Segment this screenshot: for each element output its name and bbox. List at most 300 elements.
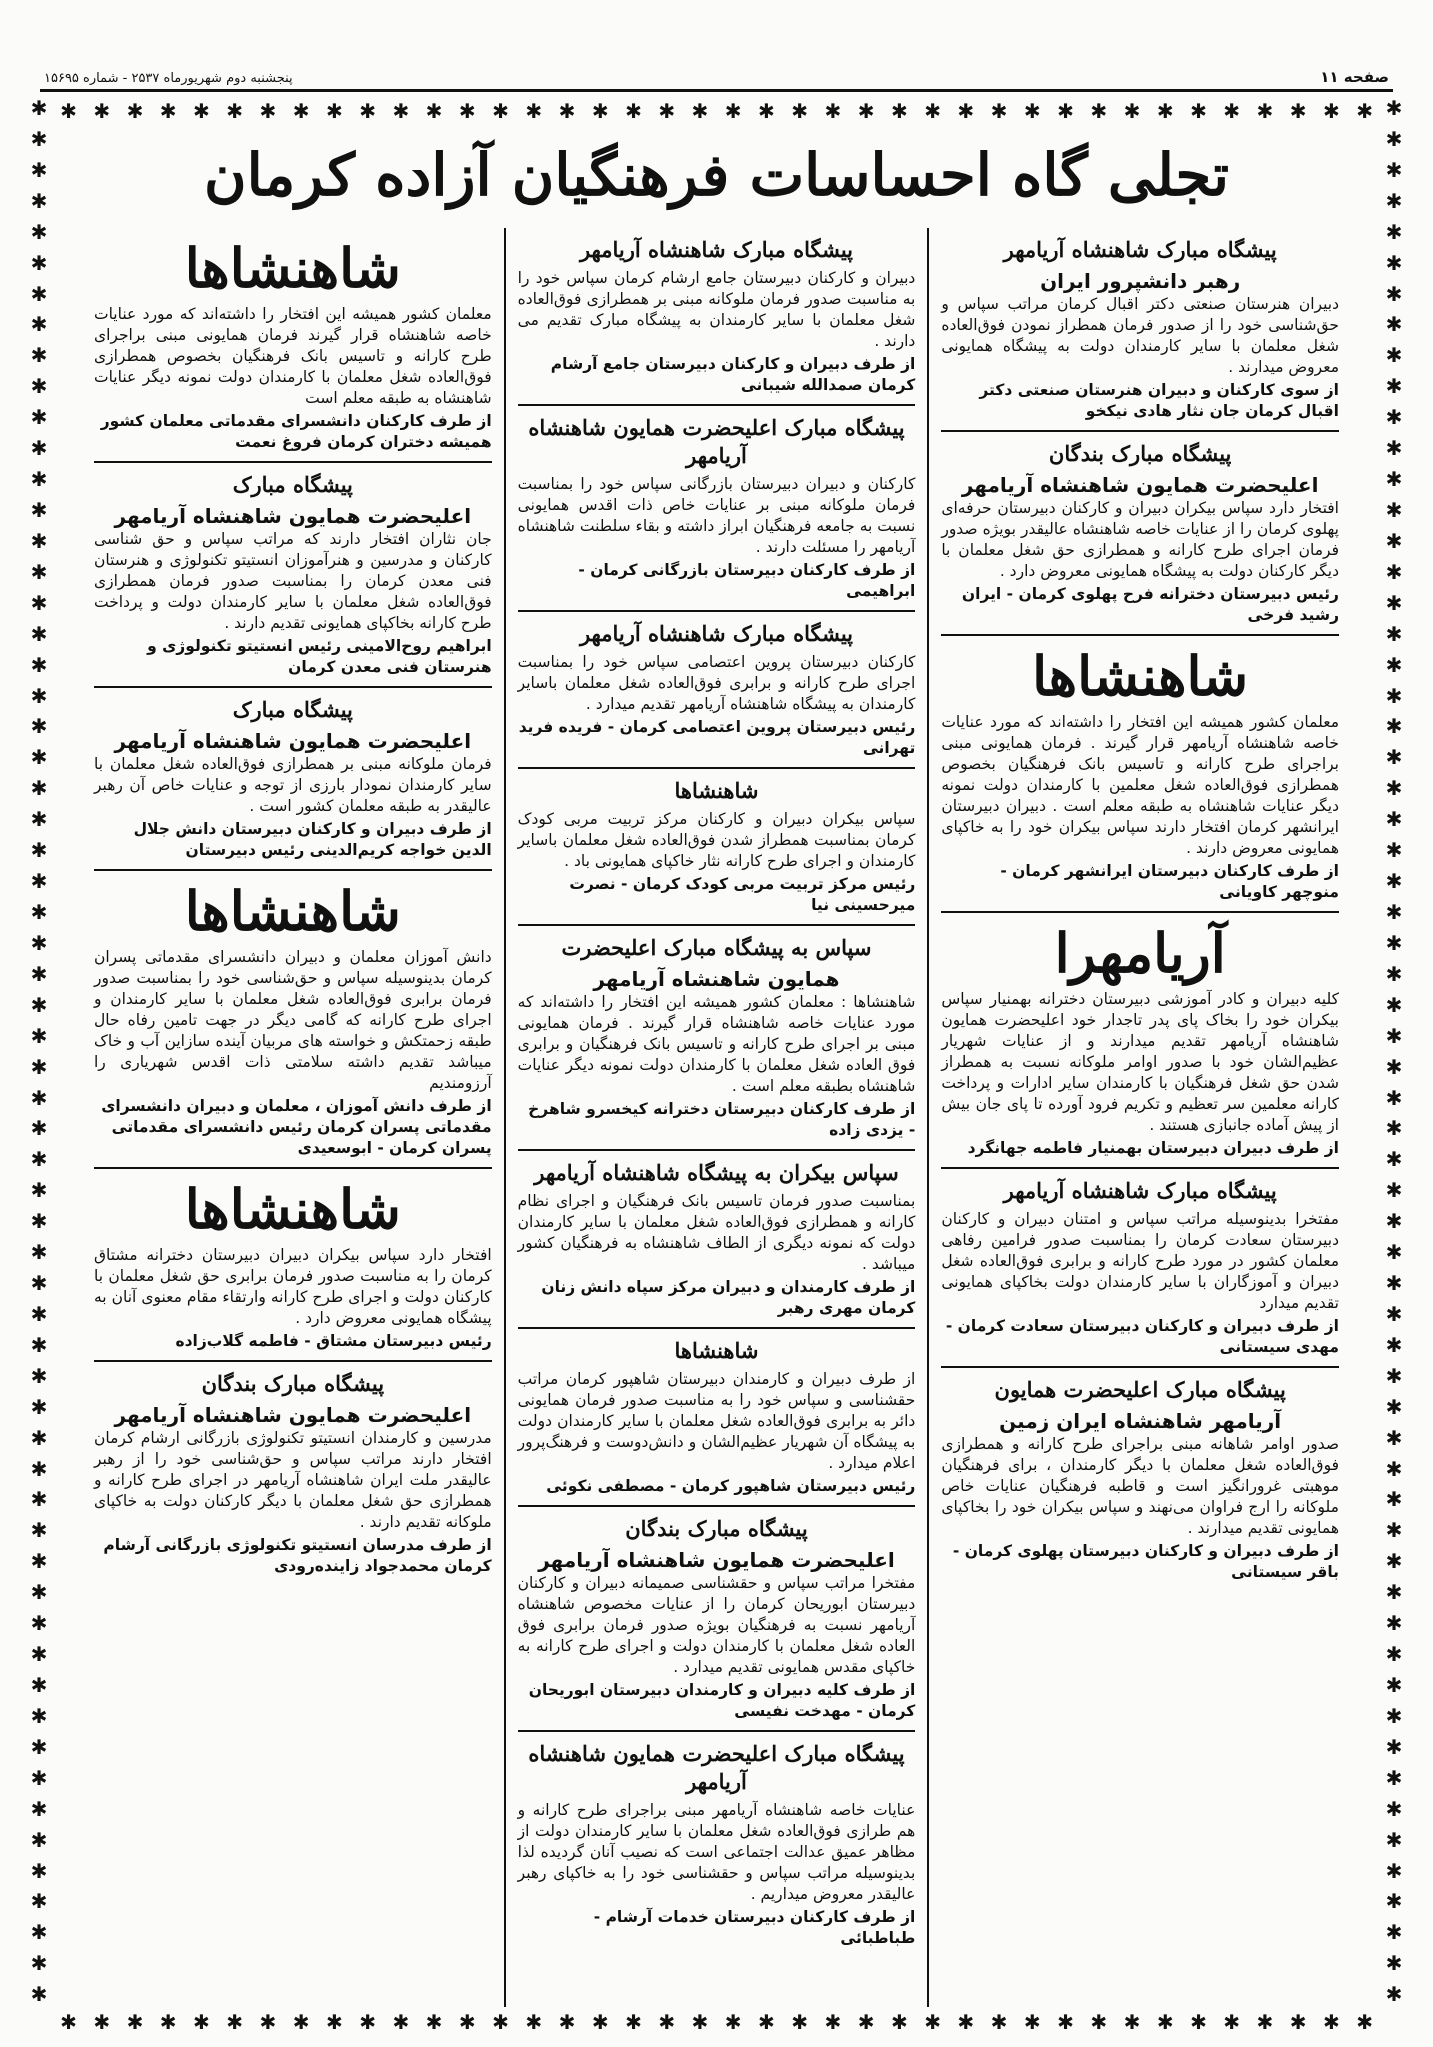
notice-signature: از طرف کارکنان دانشسرای مقدماتی معلمان کشور همیشه دختران کرمان فروغ نعمت <box>100 412 492 451</box>
border-ornament-icon: ✱ <box>30 1734 48 1759</box>
border-ornament-icon: ✱ <box>1385 1394 1403 1419</box>
notice-subtitle: اعلیحضرت همایون شاهنشاه آریامهر <box>114 1403 472 1427</box>
border-ornament-icon: ✱ <box>226 2010 244 2034</box>
border-ornament-icon: ✱ <box>1385 1642 1403 1667</box>
border-ornament-icon: ✱ <box>1385 1271 1403 1296</box>
news-column <box>82 228 504 2007</box>
news-column <box>927 228 1351 2007</box>
notice-title: پیشگاه مبارک <box>232 697 353 722</box>
border-ornament-icon: ✱ <box>30 436 48 461</box>
notice-body: دبیران و کارکنان دبیرستان جامع ارشام کرمان سپاس خود را به مناسبت صدور فرمان ملوکانه مبنی بر همطرازی فوق‌العاده شغل معلمان با سایر کارمندان به پیشگاه مبارک تقدیم می دارند . <box>517 269 916 350</box>
border-ornament-icon: ✱ <box>1385 1487 1403 1512</box>
border-ornament-icon: ✱ <box>1385 992 1403 1017</box>
notice-signature: از طرف کارکنان دبیرستان خدمات آرشام - طباطبائی <box>593 1908 916 1947</box>
border-ornament-icon: ✱ <box>1385 1054 1403 1079</box>
notice-signature: از طرف دبیران دبیرستان بهمنیار فاطمه جهانگرد <box>967 1139 1339 1157</box>
notice-subtitle: اعلیحضرت همایون شاهنشاه آریامهر <box>114 729 472 753</box>
border-ornament-icon: ✱ <box>857 2010 875 2034</box>
notice-signature: از طرف دبیران و کارکنان دبیرستان پهلوی کرمان - باقر سیستانی <box>952 1542 1339 1581</box>
border-ornament-icon: ✱ <box>1123 99 1141 123</box>
article-columns <box>82 228 1351 2007</box>
border-ornament-icon: ✱ <box>30 838 48 863</box>
notice-signature: رئیس دبیرستان مشتاق - فاطمه گلاب‌زاده <box>175 1332 492 1350</box>
issue-date: پنجشنبه دوم شهریورماه ۲۵۳۷ - شماره ۱۵۶۹۵ <box>44 71 293 86</box>
border-ornament-icon: ✱ <box>1356 2010 1373 2034</box>
border-ornament-icon: ✱ <box>1385 745 1403 770</box>
border-ornament-icon: ✱ <box>30 1920 48 1945</box>
border-ornament-icon: ✱ <box>1385 1085 1403 1110</box>
congratulation-notice <box>518 769 916 926</box>
notice-subtitle: اعلیحضرت همایون شاهنشاه آریامهر <box>961 473 1319 497</box>
border-ornament-icon: ✱ <box>724 99 742 123</box>
border-ornament-icon: ✱ <box>1289 99 1307 123</box>
notice-title: شاهنشاها <box>184 1177 401 1241</box>
congratulation-notice <box>941 432 1339 636</box>
notice-body: مدرسین و کارمندان انستیتو تکنولوژی بازرگانی ارشام کرمان افتخار دارند مراتب سپاس و حق‌شناسی خود را از رهبر عالیقدر ملت ایران شاهنشاه آریامهر در اجرای طرح کارانه و همطرازی حق شغل معلمان با دیگر کارکنان دولت به خاکپای ملوکانه تقدیم دارند . <box>93 1429 492 1531</box>
border-ornament-icon: ✱ <box>1090 99 1108 123</box>
border-ornament-icon: ✱ <box>1323 99 1340 123</box>
border-ornament-icon: ✱ <box>1385 219 1403 244</box>
notice-title: سپاس به پیشگاه مبارک اعلیحضرت <box>561 935 872 960</box>
border-ornament-icon: ✱ <box>1385 961 1403 986</box>
border-ornament-icon: ✱ <box>1385 1734 1403 1759</box>
notice-title: پیشگاه مبارک <box>232 472 353 497</box>
notice-subtitle: اعلیحضرت همایون شاهنشاه آریامهر <box>114 504 472 528</box>
border-ornament-icon: ✱ <box>1123 2010 1141 2034</box>
border-ornament-icon: ✱ <box>1385 188 1403 213</box>
border-ornament-icon: ✱ <box>990 99 1008 123</box>
notice-title: پیشگاه مبارک بندگان <box>1048 441 1232 466</box>
notice-title: پیشگاه مبارک بندگان <box>201 1371 385 1396</box>
decorative-border-top <box>60 96 1373 126</box>
border-ornament-icon: ✱ <box>1385 1363 1403 1388</box>
border-ornament-icon: ✱ <box>1256 2010 1274 2034</box>
border-ornament-icon: ✱ <box>1385 497 1403 522</box>
notice-body: مفتخرا بدینوسیله مراتب سپاس و امتنان دبیران و کارکنان دبیرستان سعادت کرمان را بمناسبت صدور فرامین رفاهی معلمان کشور در مورد طرح کارانه و برابری فوق‌العاده شغل دبیران و آموزگاران با سایر کارمندان دولت بخاکپای همایونی تقدیم میدارد <box>941 1210 1339 1312</box>
border-ornament-icon: ✱ <box>625 2010 642 2034</box>
page-header <box>40 60 1393 92</box>
notice-signature: از سوی کارکنان و دبیران هنرستان صنعتی دکتر اقبال کرمان جان نثار هادی نیکخو <box>979 381 1339 420</box>
border-ornament-icon: ✱ <box>1385 528 1403 553</box>
border-ornament-icon: ✱ <box>30 1456 48 1481</box>
border-ornament-icon: ✱ <box>458 99 476 123</box>
border-ornament-icon: ✱ <box>30 714 48 739</box>
border-ornament-icon: ✱ <box>60 99 77 123</box>
border-ornament-icon: ✱ <box>1156 2010 1174 2034</box>
notice-title: پیشگاه مبارک شاهنشاه آریامهر <box>1003 1178 1277 1203</box>
border-ornament-icon: ✱ <box>758 99 775 123</box>
border-ornament-icon: ✱ <box>30 96 48 120</box>
border-ornament-icon: ✱ <box>30 590 48 615</box>
decorative-border-left <box>22 96 56 2007</box>
border-ornament-icon: ✱ <box>1256 99 1274 123</box>
border-ornament-icon: ✱ <box>1385 1920 1403 1945</box>
border-ornament-icon: ✱ <box>30 1332 48 1357</box>
border-ornament-icon: ✱ <box>1385 1796 1403 1821</box>
border-ornament-icon: ✱ <box>1385 157 1403 182</box>
border-ornament-icon: ✱ <box>30 250 48 275</box>
border-ornament-icon: ✱ <box>30 528 48 553</box>
border-ornament-icon: ✱ <box>1385 621 1403 646</box>
border-ornament-icon: ✱ <box>30 1271 48 1296</box>
notice-body: عنایات خاصه شاهنشاه آریامهر مبنی براجرای طرح کارانه و هم طرازی فوق‌العاده شغل معلمان با سایر کارمندان دولت از مظاهر عمیق عدالت اجتماعی است که نصیب آنان گردیده لذا بدینوسیله مراتب سپاس و حقشناسی خود را به خاکپای رهبر عالیقدر معروض میداریم . <box>517 1801 916 1903</box>
notice-body: افتخار دارد سپاس بیکران دبیران دبیرستان دخترانه مشتاق کرمان را به مناسبت صدور فرمان برابری حق شغل معلمان با کارکنان دولت و اجرای طرح کارانه وارتقاء مقام معنوی آنان به پیشگاه همایونی معروض دارد . <box>93 1246 492 1327</box>
border-ornament-icon: ✱ <box>30 312 48 337</box>
congratulation-notice <box>94 1169 492 1362</box>
border-ornament-icon: ✱ <box>193 2010 210 2034</box>
notice-body: دانش آموزان معلمان و دبیران دانشسرای مقدماتی پسران کرمان بدینوسیله سپاس و حق‌شناسی خود را بمناسبت صدور فرمان برابری فوق‌العاده شغل معلمان با سایر کارمندان و اجرای طرح کارانه که گامی دیگر در جهت تامین رفاه حال طبقه زحمتکش و خواسته های مربیان آینده سازاین آب و خاک میباشد تقدیم داشته سلامتی ذات اقدس شهریاری را آرزومندیم <box>93 948 492 1092</box>
border-ornament-icon: ✱ <box>30 1765 48 1790</box>
border-ornament-icon: ✱ <box>30 1642 48 1667</box>
notice-signature: ابراهیم روح‌الامینی رئیس انستیتو تکنولوژی و هنرستان فنی معدن کرمان <box>147 637 492 676</box>
border-ornament-icon: ✱ <box>1385 776 1403 801</box>
border-ornament-icon: ✱ <box>425 2010 443 2034</box>
border-ornament-icon: ✱ <box>458 2010 476 2034</box>
border-ornament-icon: ✱ <box>30 807 48 832</box>
border-ornament-icon: ✱ <box>425 99 443 123</box>
border-ornament-icon: ✱ <box>1385 714 1403 739</box>
notice-subtitle: همایون شاهنشاه آریامهر <box>593 967 840 991</box>
border-ornament-icon: ✱ <box>30 899 48 924</box>
border-ornament-icon: ✱ <box>1385 1240 1403 1265</box>
congratulation-notice <box>941 1368 1339 1591</box>
notice-title: شاهنشاها <box>184 879 401 943</box>
border-ornament-icon: ✱ <box>1385 343 1403 368</box>
border-ornament-icon: ✱ <box>30 374 48 399</box>
border-ornament-icon: ✱ <box>193 99 210 123</box>
border-ornament-icon: ✱ <box>824 2010 842 2034</box>
decorative-border-bottom <box>60 2007 1373 2037</box>
border-ornament-icon: ✱ <box>492 2010 509 2034</box>
border-ornament-icon: ✱ <box>1156 99 1174 123</box>
notice-title: آریامهرا <box>1054 921 1226 985</box>
border-ornament-icon: ✱ <box>292 99 310 123</box>
border-ornament-icon: ✱ <box>957 99 975 123</box>
border-ornament-icon: ✱ <box>1057 2010 1074 2034</box>
border-ornament-icon: ✱ <box>1356 99 1373 123</box>
border-ornament-icon: ✱ <box>492 99 509 123</box>
border-ornament-icon: ✱ <box>159 2010 177 2034</box>
border-ornament-icon: ✱ <box>990 2010 1008 2034</box>
notice-signature: از طرف کلیه دبیران و کارمندان دبیرستان ابوریحان کرمان - مهدخت نفیسی <box>528 1681 916 1720</box>
border-ornament-icon: ✱ <box>1385 1580 1403 1605</box>
border-ornament-icon: ✱ <box>30 1085 48 1110</box>
border-ornament-icon: ✱ <box>1223 99 1241 123</box>
border-ornament-icon: ✱ <box>591 2010 609 2034</box>
border-ornament-icon: ✱ <box>392 99 410 123</box>
border-ornament-icon: ✱ <box>30 1951 48 1976</box>
border-ornament-icon: ✱ <box>30 1023 48 1048</box>
border-ornament-icon: ✱ <box>30 1209 48 1234</box>
notice-body: صدور اوامر شاهانه مبنی براجرای طرح کارانه و همطرازی فوق‌العاده شغل معلمان با دیگر کارمندان ، برای فرهنگیان موهبتی غرورانگیز است و قاطبه فرهنگیان عنایات خاص ملوکانه را ارج فراوان می‌نهند و سپاس بیکران خود را بخاکپای همایونی تقدیم میدارند . <box>941 1435 1339 1537</box>
border-ornament-icon: ✱ <box>30 776 48 801</box>
border-ornament-icon: ✱ <box>525 99 543 123</box>
notice-body: سپاس بیکران دبیران و کارکنان مرکز تربیت مربی کودک کرمان بمناسبت همطراز شدن فوق‌العاده شغل معلمان باسایر کارمندان و اجرای طرح کارانه نثار خاکپای همایونی باد . <box>517 810 916 870</box>
notice-title: سپاس بیکران به پیشگاه شاهنشاه آریامهر <box>534 1160 899 1185</box>
border-ornament-icon: ✱ <box>558 99 576 123</box>
border-ornament-icon: ✱ <box>30 405 48 430</box>
border-ornament-icon: ✱ <box>30 281 48 306</box>
border-ornament-icon: ✱ <box>1323 2010 1340 2034</box>
border-ornament-icon: ✱ <box>525 2010 543 2034</box>
border-ornament-icon: ✱ <box>1385 1673 1403 1698</box>
border-ornament-icon: ✱ <box>1385 1518 1403 1543</box>
border-ornament-icon: ✱ <box>1385 467 1403 492</box>
notice-signature: رئیس دبیرستان پروین اعتصامی کرمان - فریده فرید تهرانی <box>518 718 916 757</box>
border-ornament-icon: ✱ <box>1385 838 1403 863</box>
border-ornament-icon: ✱ <box>30 1858 48 1883</box>
border-ornament-icon: ✱ <box>1385 1765 1403 1790</box>
border-ornament-icon: ✱ <box>658 99 676 123</box>
border-ornament-icon: ✱ <box>392 2010 410 2034</box>
border-ornament-icon: ✱ <box>1023 99 1041 123</box>
congratulation-notice <box>941 636 1339 913</box>
border-ornament-icon: ✱ <box>1385 1301 1403 1326</box>
border-ornament-icon: ✱ <box>30 1240 48 1265</box>
notice-title: پیشگاه مبارک اعلیحضرت همایون شاهنشاه آریامهر <box>528 1741 905 1794</box>
border-ornament-icon: ✱ <box>30 1178 48 1203</box>
border-ornament-icon: ✱ <box>30 1394 48 1419</box>
border-ornament-icon: ✱ <box>1057 99 1074 123</box>
notice-body: معلمان کشور همیشه این افتخار را داشته‌اند که مورد عنایات خاصه شاهنشاه آریامهر قرار گیرند . فرمان همایونی مبنی براجرای طرح کارانه و تاسیس بانک فرهنگیان بخصوص همطرازی فوق‌العاده شغل معلمین با کارمندان دولت نمونه دیگر عنایات شاهنشاه به طبقه معلم است . دبیران دبیرستان ایرانشهر کرمان افتخار دارند سپاس بیکران خود را به خاکپای همایونی معروض دارند . <box>941 713 1339 857</box>
congratulation-notice <box>518 1151 916 1329</box>
border-ornament-icon: ✱ <box>691 99 709 123</box>
border-ornament-icon: ✱ <box>1385 869 1403 894</box>
border-ornament-icon: ✱ <box>159 99 177 123</box>
border-ornament-icon: ✱ <box>60 2010 77 2034</box>
border-ornament-icon: ✱ <box>1385 1425 1403 1450</box>
border-ornament-icon: ✱ <box>30 621 48 646</box>
notice-body: از طرف دبیران و کارمندان دبیرستان شاهپور کرمان مراتب حقشناسی و سپاس خود را به مناسبت صدور فرمان همایونی دائر به برابری فوق‌العاده شغل معلمان با سایر کارمندان دولت به پیشگاه آن شهریار عظیم‌الشان و دانش‌دوست و فرهنگ‌پرور اعلام میدارد . <box>517 1370 916 1472</box>
border-ornament-icon: ✱ <box>30 188 48 213</box>
congratulation-notice <box>518 406 916 612</box>
border-ornament-icon: ✱ <box>93 2010 111 2034</box>
border-ornament-icon: ✱ <box>1385 1951 1403 1976</box>
border-ornament-icon: ✱ <box>30 961 48 986</box>
congratulation-notice <box>518 1732 916 1957</box>
border-ornament-icon: ✱ <box>1385 1611 1403 1636</box>
border-ornament-icon: ✱ <box>1385 899 1403 924</box>
notice-body: شاهنشاها : معلمان کشور همیشه این افتخار را داشته‌اند که مورد عنایات خاصه شاهنشاه قرار گیرند . فرمان همایونی مبنی بر اجرای طرح کارانه و تاسیس بانک فرهنگیان و برابری فوق العاده شغل معلمان با کارمندان دولت نمونه دیگر عنایات شاهنشاه بطبقه معلم است . <box>517 993 916 1095</box>
border-ornament-icon: ✱ <box>1385 1858 1403 1883</box>
border-ornament-icon: ✱ <box>259 2010 277 2034</box>
notice-title: شاهنشاها <box>674 778 759 803</box>
border-ornament-icon: ✱ <box>1385 1889 1403 1914</box>
notice-title: پیشگاه مبارک شاهنشاه آریامهر <box>579 237 854 262</box>
border-ornament-icon: ✱ <box>325 99 343 123</box>
border-ornament-icon: ✱ <box>30 1580 48 1605</box>
notice-body: افتخار دارد سپاس بیکران دبیران و کارکنان دبیرستان حرفه‌ای پهلوی کرمان را از عنایات خاصه شاهنشاه عالیقدر بویژه صدور فرمان اجرای طرح کارانه و همطرازی حق شغل معلمان با دیگر کارکنان دولت به پیشگاه همایونی معروض دارد . <box>941 499 1339 580</box>
congratulation-notice <box>94 228 492 463</box>
border-ornament-icon: ✱ <box>30 1827 48 1852</box>
border-ornament-icon: ✱ <box>1289 2010 1307 2034</box>
border-ornament-icon: ✱ <box>30 219 48 244</box>
border-ornament-icon: ✱ <box>890 2010 908 2034</box>
notice-subtitle: رهبر دانشپرور ایران <box>1040 269 1241 293</box>
border-ornament-icon: ✱ <box>1385 1332 1403 1357</box>
notice-signature: رئیس دبیرستان شاهپور کرمان - مصطفی نکوئی <box>546 1477 916 1495</box>
border-ornament-icon: ✱ <box>30 1673 48 1698</box>
notice-title: پیشگاه مبارک اعلیحضرت همایون <box>994 1377 1286 1402</box>
border-ornament-icon: ✱ <box>30 1549 48 1574</box>
border-ornament-icon: ✱ <box>857 99 875 123</box>
border-ornament-icon: ✱ <box>30 343 48 368</box>
border-ornament-icon: ✱ <box>30 1611 48 1636</box>
page-number: صفحه ۱۱ <box>1320 68 1389 86</box>
border-ornament-icon: ✱ <box>30 1301 48 1326</box>
notice-subtitle: اعلیحضرت همایون شاهنشاه آریامهر <box>538 1548 895 1572</box>
notice-body: بمناسبت صدور فرمان تاسیس بانک فرهنگیان و اجرای نظام کارانه و همطرازی فوق‌العاده شغل معلمان با سایر کارمندان دولت که نمونه دیگری از الطاف شاهنشاه به فرهنگیان کشور میباشد . <box>517 1192 916 1273</box>
border-ornament-icon: ✱ <box>1385 374 1403 399</box>
border-ornament-icon: ✱ <box>1190 99 1207 123</box>
border-ornament-icon: ✱ <box>1385 281 1403 306</box>
border-ornament-icon: ✱ <box>126 2010 144 2034</box>
border-ornament-icon: ✱ <box>758 2010 775 2034</box>
notice-signature: از طرف دبیران و کارکنان دبیرستان سعادت کرمان - مهدی سیستانی <box>945 1317 1339 1356</box>
border-ornament-icon: ✱ <box>924 2010 941 2034</box>
page-banner-headline: تجلی گاه احساسات فرهنگیان آزاده کرمان <box>203 141 1230 209</box>
border-ornament-icon: ✱ <box>1385 250 1403 275</box>
notice-body: دبیران هنرستان صنعتی دکتر اقبال کرمان مراتب سپاس و حق‌شناسی خود را از صدور فرمان همطراز نمودن فوق‌العاده شغل معلمان با سایر کارمندان دولت به پیشگاه همایونی معروض میدارند . <box>941 295 1339 376</box>
border-ornament-icon: ✱ <box>292 2010 310 2034</box>
notice-signature: از طرف کارمندان و دبیران مرکز سپاه دانش زنان کرمان مهری رهبر <box>541 1278 916 1317</box>
border-ornament-icon: ✱ <box>1385 1116 1403 1141</box>
border-ornament-icon: ✱ <box>30 1147 48 1172</box>
congratulation-notice <box>518 612 916 769</box>
notice-title: شاهنشاها <box>184 236 401 300</box>
border-ornament-icon: ✱ <box>1190 2010 1207 2034</box>
border-ornament-icon: ✱ <box>1385 405 1403 430</box>
border-ornament-icon: ✱ <box>325 2010 343 2034</box>
notice-signature: از طرف مدرسان انستیتو تکنولوژی بازرگانی آرشام کرمان محمدجواد زاینده‌رودی <box>103 1536 492 1575</box>
border-ornament-icon: ✱ <box>30 1982 48 2007</box>
border-ornament-icon: ✱ <box>1385 807 1403 832</box>
border-ornament-icon: ✱ <box>1385 96 1403 120</box>
notice-title: شاهنشاها <box>1032 644 1249 708</box>
notice-title: پیشگاه مبارک شاهنشاه آریامهر <box>579 621 854 646</box>
border-ornament-icon: ✱ <box>30 126 48 151</box>
border-ornament-icon: ✱ <box>30 157 48 182</box>
notice-body: جان نثاران افتخار دارند که مراتب سپاس و حق شناسی کارکنان و مدرسین و هنرآموزان انستیتو تکنولوژی و هنرستان فنی معدن کرمان را بمناسبت صدور فرمان همطرازی فوق‌العاده شغل معلمان با سایر کارمندان دولت و پرداخت طرح کارانه بخاکپای همایونی تقدیم دارند . <box>93 530 492 632</box>
border-ornament-icon: ✱ <box>259 99 277 123</box>
border-ornament-icon: ✱ <box>1385 126 1403 151</box>
border-ornament-icon: ✱ <box>791 2010 809 2034</box>
border-ornament-icon: ✱ <box>791 99 809 123</box>
border-ornament-icon: ✱ <box>1385 312 1403 337</box>
notice-body: کارکنان دبیرستان پروین اعتصامی سپاس خود را بمناسبت اجرای طرح کارانه و برابری فوق‌العاده شغل معلمان باسایر کارمندان به پیشگاه شاهنشاه آریامهر تقدیم میدارد . <box>517 653 916 713</box>
notice-signature: از طرف دبیران و کارکنان دبیرستان دانش جلال الدین خواجه کریم‌الدینی رئیس دبیرستان <box>133 820 492 859</box>
notice-body: کلیه دبیران و کادر آموزشی دبیرستان دخترانه بهمنیار سپاس بیکران خود را بخاک پای پدر تاجدار خود اعلیحضرت همایون شاهنشاه آریامهر تقدیم میدارند و از عنایات شهریار عظیم‌الشان خود با صدور اوامر ملوکانه نسبت به همطراز شدن حق شغل فرهنگیان با کارمندان سایر ادارات و پرداخت کارانه معلمین سر تعظیم و تکریم فرود آورده تا پای جان بیش از پیش آماده جانبازی هستند . <box>941 990 1339 1134</box>
border-ornament-icon: ✱ <box>1223 2010 1241 2034</box>
congratulation-notice <box>941 1169 1339 1368</box>
border-ornament-icon: ✱ <box>1385 1147 1403 1172</box>
border-ornament-icon: ✱ <box>30 1703 48 1728</box>
border-ornament-icon: ✱ <box>30 992 48 1017</box>
border-ornament-icon: ✱ <box>30 683 48 708</box>
congratulation-notice <box>94 463 492 688</box>
notice-body: مفتخرا مراتب سپاس و حقشناسی صمیمانه دبیران و کارکنان دبیرستان ابوریحان کرمان را از عنایات مخصوص شاهنشاه آریامهر نسبت به فرهنگیان بویژه صدور فرمان برابری فوق العاده شغل معلمان با کارمندان دولت و اجرای طرح کارانه به خاکپای مقدس همایونی تقدیم میدارد . <box>517 1574 916 1676</box>
border-ornament-icon: ✱ <box>1023 2010 1041 2034</box>
notice-title: پیشگاه مبارک اعلیحضرت همایون شاهنشاه آریامهر <box>528 415 905 468</box>
congratulation-notice <box>941 913 1339 1169</box>
border-ornament-icon: ✱ <box>890 99 908 123</box>
border-ornament-icon: ✱ <box>1385 590 1403 615</box>
notice-title: شاهنشاها <box>674 1338 759 1363</box>
border-ornament-icon: ✱ <box>1385 1178 1403 1203</box>
border-ornament-icon: ✱ <box>30 1363 48 1388</box>
border-ornament-icon: ✱ <box>30 497 48 522</box>
notice-body: معلمان کشور همیشه این افتخار را داشته‌اند که مورد عنایات خاصه شاهنشاه قرار گیرند فرمان همایونی مبنی براجرای طرح کارانه و تاسیس بانک فرهنگیان بخصوص همطرازی فوق‌العاده شغل معلمان با کارمندان دولت نمونه دیگر عنایات شاهنشاه به طبقه معلم است <box>93 305 492 407</box>
decorative-border-right <box>1377 96 1411 2007</box>
border-ornament-icon: ✱ <box>30 930 48 955</box>
border-ornament-icon: ✱ <box>1385 652 1403 677</box>
border-ornament-icon: ✱ <box>30 652 48 677</box>
border-ornament-icon: ✱ <box>93 99 111 123</box>
notice-signature: رئیس دبیرستان دخترانه فرح پهلوی کرمان - ایران رشید فرخی <box>961 585 1339 624</box>
border-ornament-icon: ✱ <box>30 1116 48 1141</box>
border-ornament-icon: ✱ <box>591 99 609 123</box>
border-ornament-icon: ✱ <box>1385 436 1403 461</box>
notice-title: پیشگاه مبارک شاهنشاه آریامهر <box>1003 237 1277 262</box>
congratulation-notice <box>518 1507 916 1732</box>
notice-subtitle: آریامهر شاهنشاه ایران زمین <box>999 1409 1282 1433</box>
border-ornament-icon: ✱ <box>30 1425 48 1450</box>
notice-signature: رئیس مرکز تربیت مربی کودک کرمان - نصرت میرحسینی نیا <box>569 875 916 914</box>
congratulation-notice <box>94 1362 492 1585</box>
border-ornament-icon: ✱ <box>30 559 48 584</box>
border-ornament-icon: ✱ <box>1385 1549 1403 1574</box>
congratulation-notice <box>94 871 492 1169</box>
congratulation-notice <box>941 228 1339 432</box>
notice-signature: از طرف کارکنان دبیرستان ایرانشهر کرمان - منوچهر کاویانی <box>1000 862 1339 901</box>
border-ornament-icon: ✱ <box>658 2010 676 2034</box>
border-ornament-icon: ✱ <box>30 467 48 492</box>
border-ornament-icon: ✱ <box>924 99 941 123</box>
notice-title: پیشگاه مبارک بندگان <box>625 1516 808 1541</box>
border-ornament-icon: ✱ <box>957 2010 975 2034</box>
border-ornament-icon: ✱ <box>691 2010 709 2034</box>
congratulation-notice <box>518 1329 916 1507</box>
border-ornament-icon: ✱ <box>30 1796 48 1821</box>
border-ornament-icon: ✱ <box>226 99 244 123</box>
border-ornament-icon: ✱ <box>1090 2010 1108 2034</box>
border-ornament-icon: ✱ <box>1385 1456 1403 1481</box>
border-ornament-icon: ✱ <box>1385 683 1403 708</box>
notice-signature: از طرف دبیران و کارکنان دبیرستان جامع آرشام کرمان صمدالله شیبانی <box>550 355 916 394</box>
border-ornament-icon: ✱ <box>824 99 842 123</box>
notice-body: فرمان ملوکانه مبنی بر همطرازی فوق‌العاده شغل معلمان با سایر کارمندان نمودار بارزی از توجه و عنایات خاص آن رهبر عالیقدر به طبقه معلمان کشور است . <box>93 755 492 815</box>
border-ornament-icon: ✱ <box>1385 1827 1403 1852</box>
border-ornament-icon: ✱ <box>30 1889 48 1914</box>
border-ornament-icon: ✱ <box>1385 1982 1403 2007</box>
border-ornament-icon: ✱ <box>30 1054 48 1079</box>
border-ornament-icon: ✱ <box>30 1518 48 1543</box>
border-ornament-icon: ✱ <box>724 2010 742 2034</box>
border-ornament-icon: ✱ <box>30 745 48 770</box>
notice-signature: از طرف کارکنان دبیرستان بازرگانی کرمان - ابراهیمی <box>578 561 916 600</box>
border-ornament-icon: ✱ <box>126 99 144 123</box>
border-ornament-icon: ✱ <box>359 99 376 123</box>
border-ornament-icon: ✱ <box>359 2010 376 2034</box>
border-ornament-icon: ✱ <box>1385 1023 1403 1048</box>
congratulation-notice <box>518 926 916 1151</box>
congratulation-notice <box>94 688 492 871</box>
border-ornament-icon: ✱ <box>625 99 642 123</box>
notice-signature: از طرف دانش آموزان ، معلمان و دبیران دانشسرای مقدماتی پسران کرمان رئیس دانشسرای مقدماتی پسران کرمان - ابوسعیدی <box>101 1097 492 1157</box>
notice-signature: از طرف کارکنان دبیرستان دخترانه کیخسرو شاهرخ - یزدی زاده <box>528 1100 916 1139</box>
congratulation-notice <box>518 228 916 406</box>
border-ornament-icon: ✱ <box>558 2010 576 2034</box>
